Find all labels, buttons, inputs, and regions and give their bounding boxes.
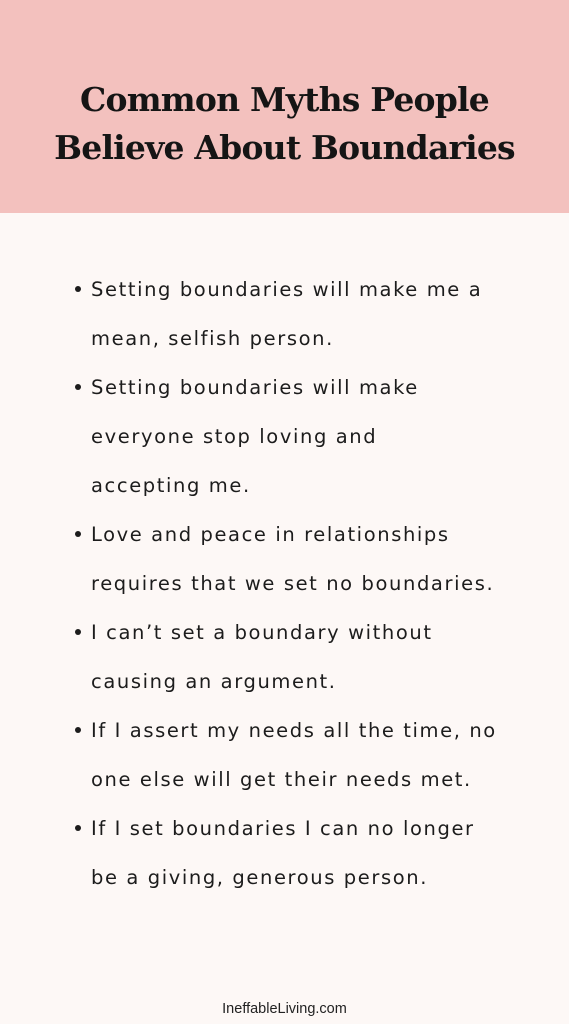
myth-line: Setting boundaries will make (91, 376, 419, 399)
myth-line: Setting boundaries will make me a (91, 278, 483, 301)
bullet-icon (75, 286, 81, 292)
myth-line: accepting me. (91, 474, 251, 497)
list-item (75, 608, 545, 706)
page-title (0, 76, 569, 172)
myth-text (91, 804, 545, 902)
myth-line: everyone stop loving and (91, 425, 378, 448)
list-item (75, 804, 545, 902)
bullet-icon (75, 727, 81, 733)
list-item (75, 510, 545, 608)
bullet-icon (75, 825, 81, 831)
header-banner (0, 0, 569, 213)
myth-text (91, 608, 545, 706)
bullet-icon (75, 384, 81, 390)
bullet-icon (75, 629, 81, 635)
myth-text (91, 510, 545, 608)
myth-list (75, 265, 545, 902)
myth-text (91, 363, 545, 510)
myth-line: requires that we set no boundaries. (91, 572, 495, 595)
myth-line: one else will get their needs met. (91, 768, 472, 791)
bullet-icon (75, 531, 81, 537)
myth-text (91, 706, 545, 804)
myth-line: If I assert my needs all the time, no (91, 719, 497, 742)
list-item (75, 706, 545, 804)
list-item (75, 265, 545, 363)
myth-line: Love and peace in relationships (91, 523, 450, 546)
myth-line: mean, selfish person. (91, 327, 334, 350)
title-line-2: Believe About Boundaries (54, 128, 515, 167)
title-line-1: Common Myths People (80, 80, 489, 119)
myth-line: I can’t set a boundary without (91, 621, 433, 644)
myth-text (91, 265, 545, 363)
list-item (75, 363, 545, 510)
myth-line: causing an argument. (91, 670, 337, 693)
site-credit: IneffableLiving.com (222, 1001, 347, 1017)
myth-line: be a giving, generous person. (91, 866, 429, 889)
myth-line: If I set boundaries I can no longer (91, 817, 475, 840)
